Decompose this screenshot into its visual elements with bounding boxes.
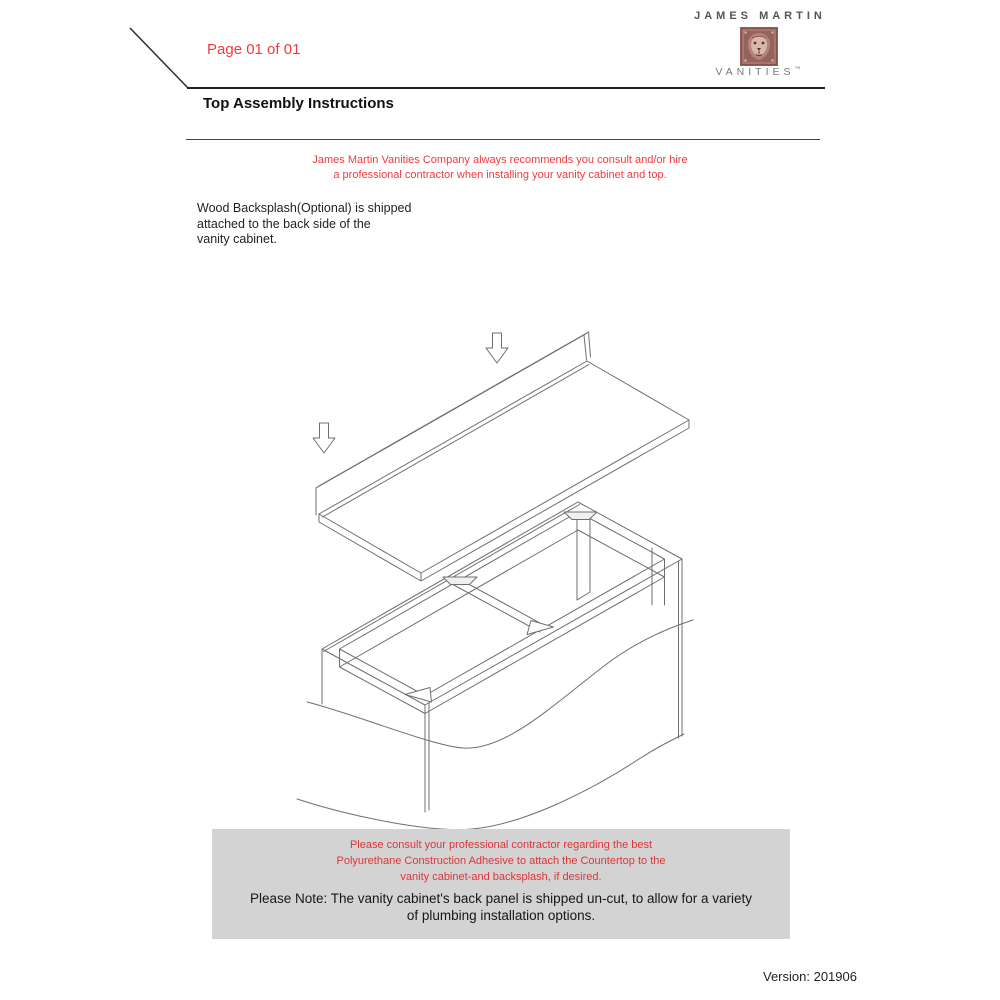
backsplash-note-line-3: vanity cabinet. xyxy=(197,232,277,246)
brand-wordmark-bottom: VANITIES™ xyxy=(715,66,801,78)
trademark-symbol: ™ xyxy=(794,66,801,73)
disclaimer-line-2: a professional contractor when installing your vanity cabinet and top. xyxy=(333,169,667,181)
adhesive-note-line-3: vanity cabinet-and backsplash, if desired. xyxy=(400,871,602,883)
adhesive-note xyxy=(212,837,790,885)
plumbing-note xyxy=(212,891,790,924)
countertop-drawing xyxy=(316,332,689,581)
lion-logo-icon xyxy=(740,27,778,66)
disclaimer xyxy=(150,153,850,183)
cabinet-drawing xyxy=(297,502,693,830)
doc-title: Top Assembly Instructions xyxy=(203,95,394,112)
backsplash-note xyxy=(197,201,411,248)
corner-fold-line xyxy=(125,22,205,92)
backsplash-note-line-2: attached to the back side of the xyxy=(197,216,371,231)
version-label: Version: 201906 xyxy=(763,969,857,984)
adhesive-note-line-1: Please consult your professional contractor regarding the best xyxy=(349,839,653,851)
assembly-diagram xyxy=(280,310,720,850)
section-rule xyxy=(186,139,820,140)
plumbing-note-line-2: of plumbing installation options. xyxy=(406,907,596,923)
plumbing-note-line-1: Please Note: The vanity cabinet's back panel is shipped un-cut, to allow for a variety xyxy=(249,891,753,906)
header-rule xyxy=(187,87,825,89)
backsplash-note-line-1: Wood Backsplash(Optional) is shipped xyxy=(197,201,412,215)
page-number: Page 01 of 01 xyxy=(207,41,301,58)
down-arrow-icon xyxy=(313,423,335,453)
disclaimer-line-1: James Martin Vanities Company always recommends you consult and/or hire xyxy=(312,154,688,166)
down-arrow-icon xyxy=(486,333,508,363)
brand-wordmark-top: JAMES MARTIN xyxy=(694,10,826,22)
adhesive-note-line-2: Polyurethane Construction Adhesive to attach the Countertop to the xyxy=(336,855,666,867)
